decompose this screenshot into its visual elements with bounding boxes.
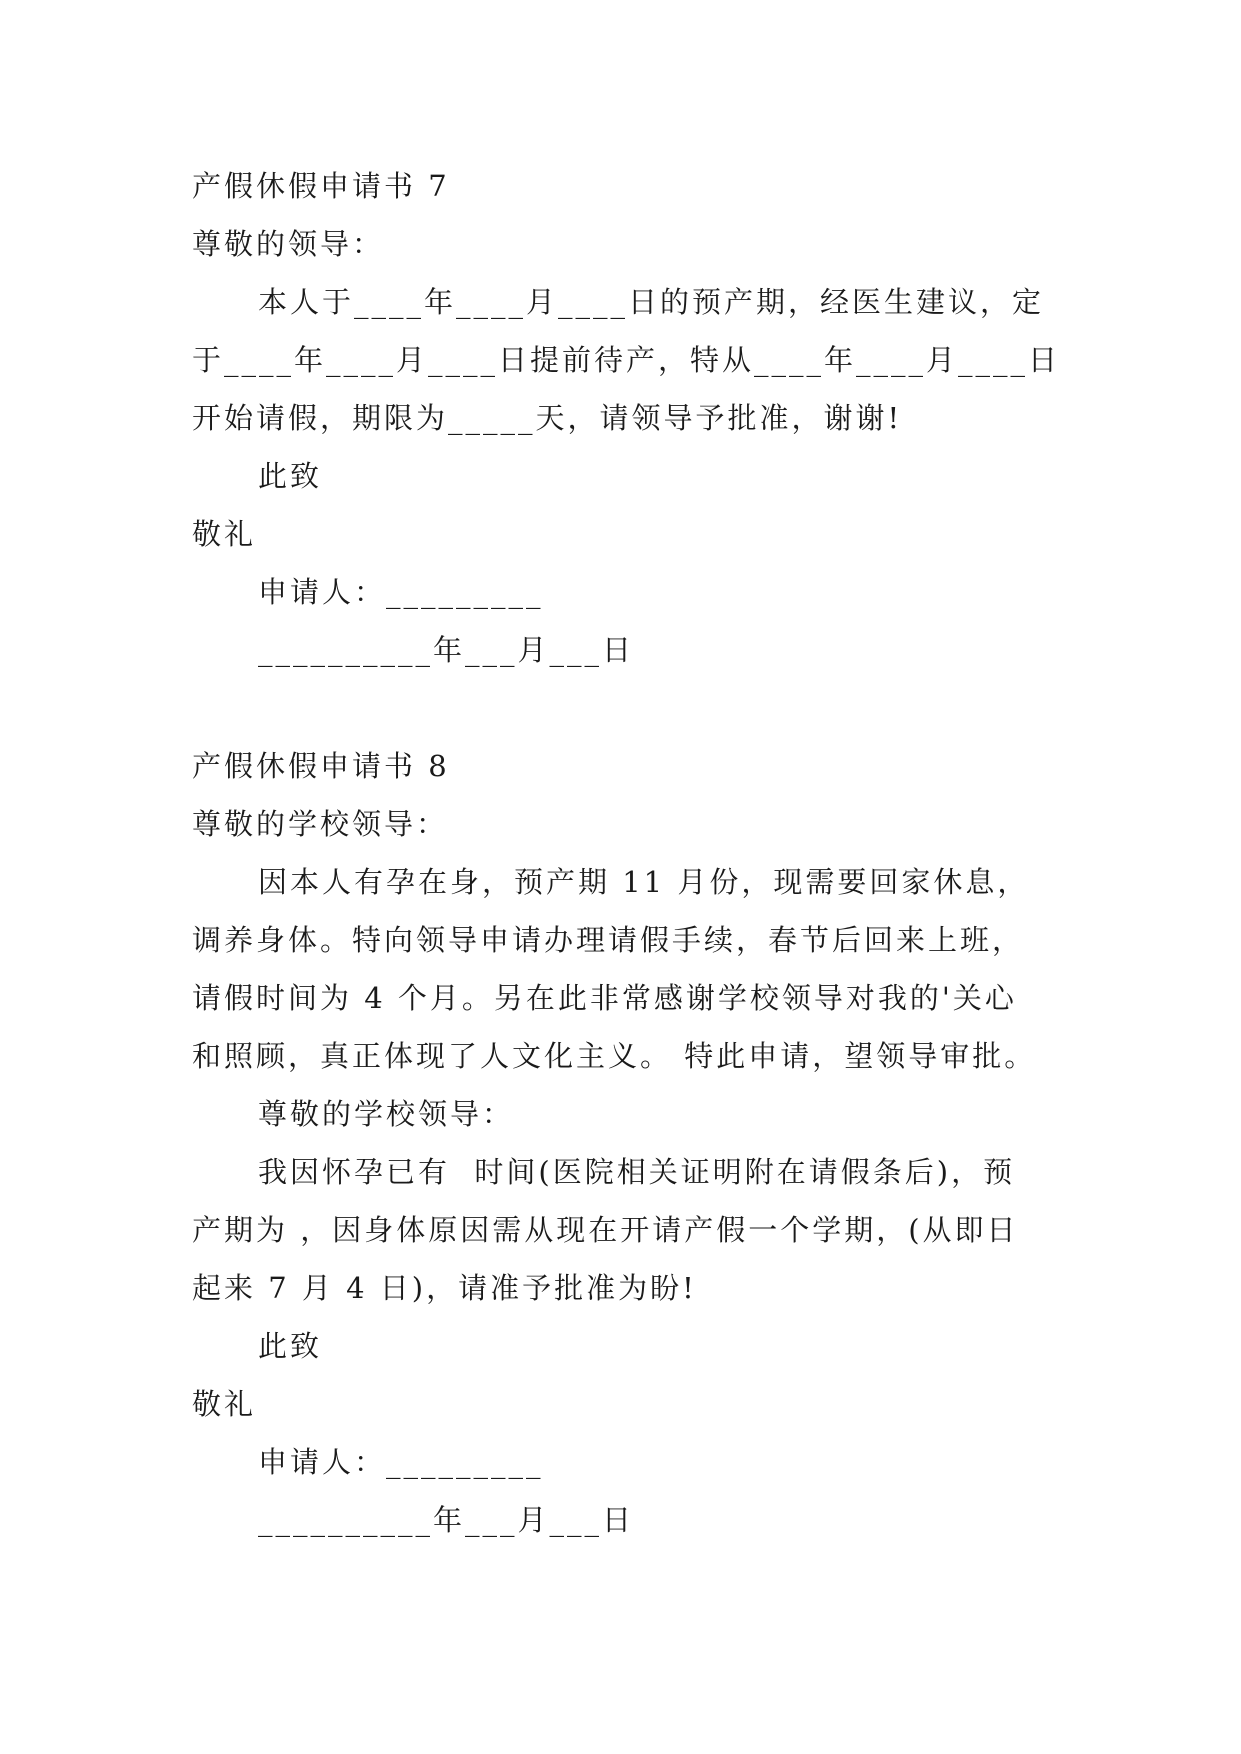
- letter7-closing-2: 敬礼: [192, 517, 257, 551]
- letter7-applicant: 申请人：_________: [258, 575, 544, 609]
- letter8-body2-line-3: 起来 7 月 4 日)，请准予批准为盼!: [192, 1271, 697, 1305]
- letter8-title: 产假休假申请书 8: [192, 749, 450, 783]
- letter8-closing-2: 敬礼: [192, 1387, 257, 1421]
- letter7-body-line-3: 开始请假，期限为_____天，请领导予批准，谢谢!: [192, 401, 903, 435]
- letter7-closing-1: 此致: [258, 459, 323, 493]
- letter8-body-line-3: 请假时间为 4 个月。另在此非常感谢学校领导对我的'关心: [192, 981, 1017, 1015]
- letter8-salutation-2: 尊敬的学校领导：: [258, 1097, 515, 1131]
- letter8-applicant: 申请人：_________: [258, 1445, 544, 1479]
- letter8-body-line-1: 因本人有孕在身，预产期 11 月份，现需要回家休息，: [258, 865, 1030, 899]
- letter8-closing-1: 此致: [258, 1329, 323, 1363]
- letter8-body2-line-2: 产期为 ，因身体原因需从现在开请产假一个学期，(从即日: [192, 1213, 1019, 1247]
- letter7-body-line-1: 本人于____年____月____日的预产期，经医生建议，定: [258, 285, 1045, 319]
- letter7-date: __________年___月___日: [258, 633, 635, 667]
- letter8-body-line-4: 和照顾，真正体现了人文化主义。 特此申请，望领导审批。: [192, 1039, 1037, 1073]
- letter7-body-line-2: 于____年____月____日提前待产，特从____年____月____日: [192, 343, 1061, 377]
- letter7-salutation: 尊敬的领导：: [192, 227, 385, 261]
- letter8-salutation: 尊敬的学校领导：: [192, 807, 449, 841]
- letter7-title: 产假休假申请书 7: [192, 169, 450, 203]
- letter8-date: __________年___月___日: [258, 1503, 635, 1537]
- letter8-body-line-2: 调养身体。特向领导申请办理请假手续，春节后回来上班，: [192, 923, 1025, 957]
- letter8-body2-line-1: 我因怀孕已有 时间(医院相关证明附在请假条后)，预: [258, 1155, 1016, 1189]
